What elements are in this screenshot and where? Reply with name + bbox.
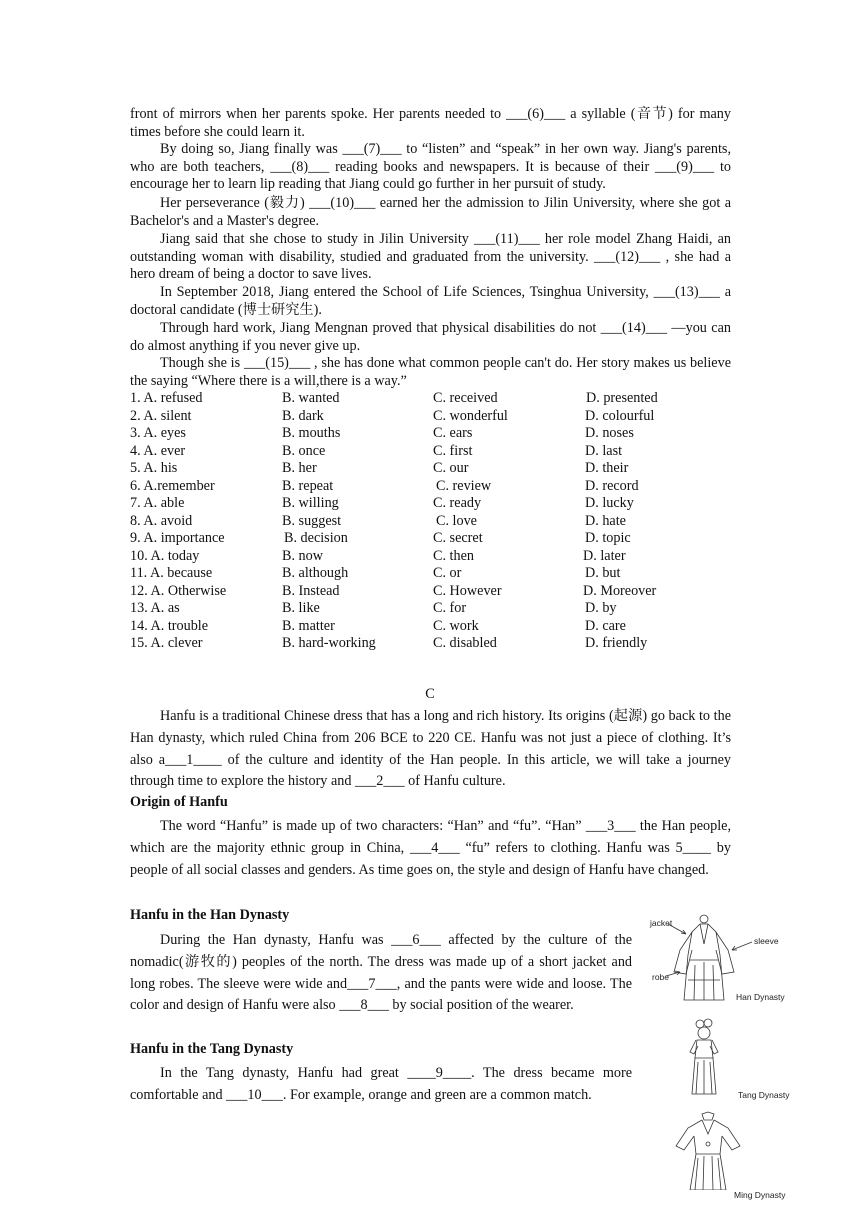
passage-paragraph: In September 2018, Jiang entered the School of Life Sciences, Tsinghua University, ___(13)___ a doctoral candidate (博士研究生). <box>130 284 731 318</box>
option-d: D. later <box>583 547 626 564</box>
option-d: D. their <box>585 460 629 476</box>
option-b: B. Instead <box>282 582 340 599</box>
option-b: B. decision <box>284 530 348 546</box>
option-d: D. hate <box>585 512 626 529</box>
option-c: C. However <box>433 582 502 599</box>
passage-paragraph: front of mirrors when her parents spoke. Her parents needed to ___(6)___ a syllable (音节) for many times before she could learn it. <box>130 106 731 140</box>
option-row <box>130 513 730 531</box>
option-a: 10. A. today <box>130 547 200 564</box>
option-c: C. received <box>433 390 498 406</box>
section-label: C <box>425 686 435 702</box>
option-a: 9. A. importance <box>130 530 225 546</box>
option-row <box>130 478 730 496</box>
option-row <box>130 635 730 653</box>
option-row <box>130 583 730 601</box>
option-c: C. love <box>436 512 477 529</box>
option-row <box>130 618 730 636</box>
han-caption: Han Dynasty <box>736 992 785 1002</box>
option-c: C. our <box>433 460 469 476</box>
option-row <box>130 495 730 513</box>
option-row <box>130 460 730 478</box>
option-c: C. ready <box>433 495 482 511</box>
option-a: 7. A. able <box>130 495 185 511</box>
option-b: B. wanted <box>282 390 340 406</box>
option-b: B. matter <box>282 617 335 634</box>
option-a: 13. A. as <box>130 600 180 616</box>
robe-label: robe <box>652 972 670 982</box>
option-b: B. dark <box>282 407 324 424</box>
heading-origin: Origin of Hanfu <box>130 794 228 810</box>
option-a: 15. A. clever <box>130 635 203 651</box>
tang-caption: Tang Dynasty <box>738 1090 790 1100</box>
han-dynasty-illustration <box>640 910 790 1010</box>
option-a: 11. A. because <box>130 565 213 581</box>
option-a: 4. A. ever <box>130 442 186 459</box>
option-d: D. record <box>585 477 639 494</box>
origin-paragraph: The word “Hanfu” is made up of two characters: “Han” and “fu”. “Han” ___3___ the Han people, which are the majority ethnic group in China, ___4___ “fu” refers to clothing. Hanfu was 5____ by people of all social classes and genders. As time goes on, the style and design of Hanfu have changed. <box>130 818 731 878</box>
option-row <box>130 425 730 443</box>
option-d: D. colourful <box>585 407 655 424</box>
passage-paragraph: Though she is ___(15)___ , she has done what common people can't do. Her story makes us believe the saying “Where there is a will,there is a way.” <box>130 355 731 389</box>
option-row <box>130 600 730 618</box>
ming-dynasty-illustration <box>668 1110 786 1200</box>
ming-caption: Ming Dynasty <box>734 1190 786 1200</box>
option-c: C. or <box>433 565 462 581</box>
option-b: B. mouths <box>282 425 341 441</box>
option-row <box>130 443 730 461</box>
option-b: B. once <box>282 442 326 459</box>
option-a: 3. A. eyes <box>130 425 186 441</box>
option-row <box>130 390 730 408</box>
option-c: C. ears <box>433 425 473 441</box>
option-d: D. by <box>585 600 617 616</box>
passage-paragraph: By doing so, Jiang finally was ___(7)___ to “listen” and “speak” in her own way. Jiang's parents, who are both teachers, ___(8)___ reading books and newspapers. It is because of their ___(9)___ to encourage her to learn lip reading that Jiang could go further in her pursuit of study. <box>130 141 731 193</box>
option-b: B. her <box>282 460 317 476</box>
option-a: 2. A. silent <box>130 407 192 424</box>
option-b: B. although <box>282 565 349 581</box>
option-c: C. review <box>436 477 492 494</box>
tang-dynasty-illustration <box>676 1018 790 1100</box>
sleeve-label: sleeve <box>754 936 779 946</box>
tang-paragraph: In the Tang dynasty, Hanfu had great ____9____. The dress became more comfortable and ___10___. For example, orange and green are a common match. <box>130 1065 632 1103</box>
option-c: C. wonderful <box>433 407 508 424</box>
option-a: 8. A. avoid <box>130 512 193 529</box>
option-c: C. then <box>433 547 474 564</box>
option-b: B. now <box>282 547 323 564</box>
option-a: 14. A. trouble <box>130 617 209 634</box>
option-row <box>130 565 730 583</box>
option-d: D. presented <box>586 390 658 406</box>
jacket-label: jacket <box>650 918 673 928</box>
option-a: 1. A. refused <box>130 390 203 406</box>
option-d: D. care <box>585 617 626 634</box>
option-d: D. topic <box>585 530 631 546</box>
option-d: D. last <box>585 442 623 459</box>
option-b: B. like <box>282 600 320 616</box>
passage-paragraph: Jiang said that she chose to study in Jilin University ___(11)___ her role model Zhang Haidi, an outstanding woman with disability, studied and graduated from the university. ___(12)___ , she had a hero dream of being a doctor to save lives. <box>130 231 731 283</box>
option-c: C. for <box>433 600 467 616</box>
option-b: B. repeat <box>282 477 334 494</box>
option-row <box>130 408 730 426</box>
option-a: 6. A.remember <box>130 477 215 494</box>
option-a: 5. A. his <box>130 460 178 476</box>
option-c: C. secret <box>433 530 483 546</box>
option-c: C. first <box>433 442 473 459</box>
heading-tang-dynasty: Hanfu in the Tang Dynasty <box>130 1041 294 1057</box>
option-d: D. but <box>585 565 621 581</box>
han-paragraph: During the Han dynasty, Hanfu was ___6___ affected by the culture of the nomadic(游牧的) peoples of the north. The dress was made up of a short jacket and long robes. The sleeve were wide and___7___, and the pants were wide and loose. The color and design of Hanfu were also ___8___ by social position of the wearer. <box>130 932 632 1014</box>
heading-han-dynasty: Hanfu in the Han Dynasty <box>130 907 290 923</box>
option-b: B. suggest <box>282 512 342 529</box>
option-c: C. disabled <box>433 635 497 651</box>
option-row <box>130 530 730 548</box>
option-c: C. work <box>433 617 479 634</box>
option-b: B. hard-working <box>282 635 376 651</box>
passage-paragraph: Her perseverance (毅力) ___(10)___ earned her the admission to Jilin University, where she got a Bachelor's and a Master's degree. <box>130 195 731 229</box>
section-c-intro: Hanfu is a traditional Chinese dress that has a long and rich history. Its origins (起源) go back to the Han dynasty, which ruled China from 206 BCE to 220 CE. Hanfu was not just a piece of clothing. It’s also a___1____ of the culture and identity of the Han people. In this article, we will take a journey through time to explore the history and ___2___ of Hanfu culture. <box>130 708 731 790</box>
option-d: D. lucky <box>585 495 634 511</box>
option-a: 12. A. Otherwise <box>130 582 227 599</box>
option-d: D. friendly <box>585 635 648 651</box>
option-row <box>130 548 730 566</box>
option-d: D. Moreover <box>583 582 657 599</box>
option-d: D. noses <box>585 425 634 441</box>
option-b: B. willing <box>282 495 339 511</box>
passage-paragraph: Through hard work, Jiang Mengnan proved that physical disabilities do not ___(14)___ —you can do almost anything if you never give up. <box>130 320 731 354</box>
